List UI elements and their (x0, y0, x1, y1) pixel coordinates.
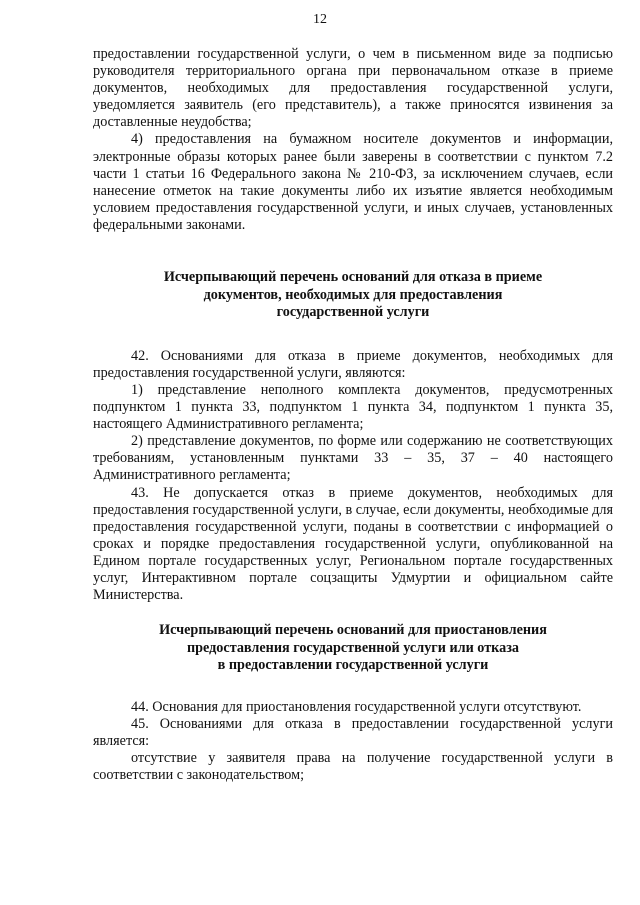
section-heading (93, 269, 613, 322)
paragraph: 45. Основаниями для отказа в предоставлении государственной услуги является: (93, 716, 613, 750)
heading-line: предоставления государственной услуги или отказа (186, 639, 520, 656)
heading-line: Исчерпывающий перечень оснований для отказа в приеме (163, 269, 543, 286)
paragraph: 44. Основания для приостановления государственной услуги отсутствуют. (131, 699, 582, 715)
paragraph: 4) предоставления на бумажном носителе документов и информации, электронные образы которых ранее были заверены в соответствии с пунктом 7.2 части 1 статьи 16 Федерального закона № 210-ФЗ, за исключением случаев, если нанесение отметок на такие документы либо их изъятие является необходимым условием предоставления государственной услуги, и иных случаев, установленных федеральными законами. (93, 131, 613, 233)
paragraph: 1) представление неполного комплекта документов, предусмотренных подпунктом 1 пункта 33, подпунктом 1 пункта 34, подпунктом 1 пункта 35, настоящего Административного регламента; (93, 382, 613, 433)
paragraph: 43. Не допускается отказ в приеме документов, необходимых для предоставления государственной услуги, в случае, если документы, необходимые для предоставления государственной услуги, поданы в соответствии с информацией о сроках и порядке предоставления государственной услуги, опубликованной на Едином портале государственных услуг, Региональном портале государственных услуг, Интерактивном портале соцзащиты Удмуртии и официальном сайте Министерства. (93, 484, 613, 604)
heading-line: государственной услуги (276, 304, 430, 321)
paragraph: предоставлении государственной услуги, о чем в письменном виде за подписью руководителя территориального органа при первоначальном отказе в приеме документов, необходимых для предоставления государственной услуги, уведомляется заявитель (его представитель), а также приносятся извинения за доставленные неудобства; (93, 46, 613, 131)
page-number: 12 (313, 12, 327, 27)
heading-line: Исчерпывающий перечень оснований для приостановления (159, 622, 547, 639)
paragraph: отсутствие у заявителя права на получение государственной услуги в соответствии с законодательством; (93, 750, 613, 784)
heading-line: документов, необходимых для предоставления (203, 286, 503, 303)
section-heading (93, 622, 613, 675)
paragraph: 42. Основаниями для отказа в приеме документов, необходимых для предоставления государственной услуги, являются: (93, 347, 613, 381)
heading-line: в предоставлении государственной услуги (217, 657, 489, 674)
document-body (93, 46, 613, 784)
paragraph: 2) представление документов, по форме или содержанию не соответствующих требованиям, установленным пунктами 33 – 35, 37 – 40 настоящего Административного регламента; (93, 433, 613, 484)
